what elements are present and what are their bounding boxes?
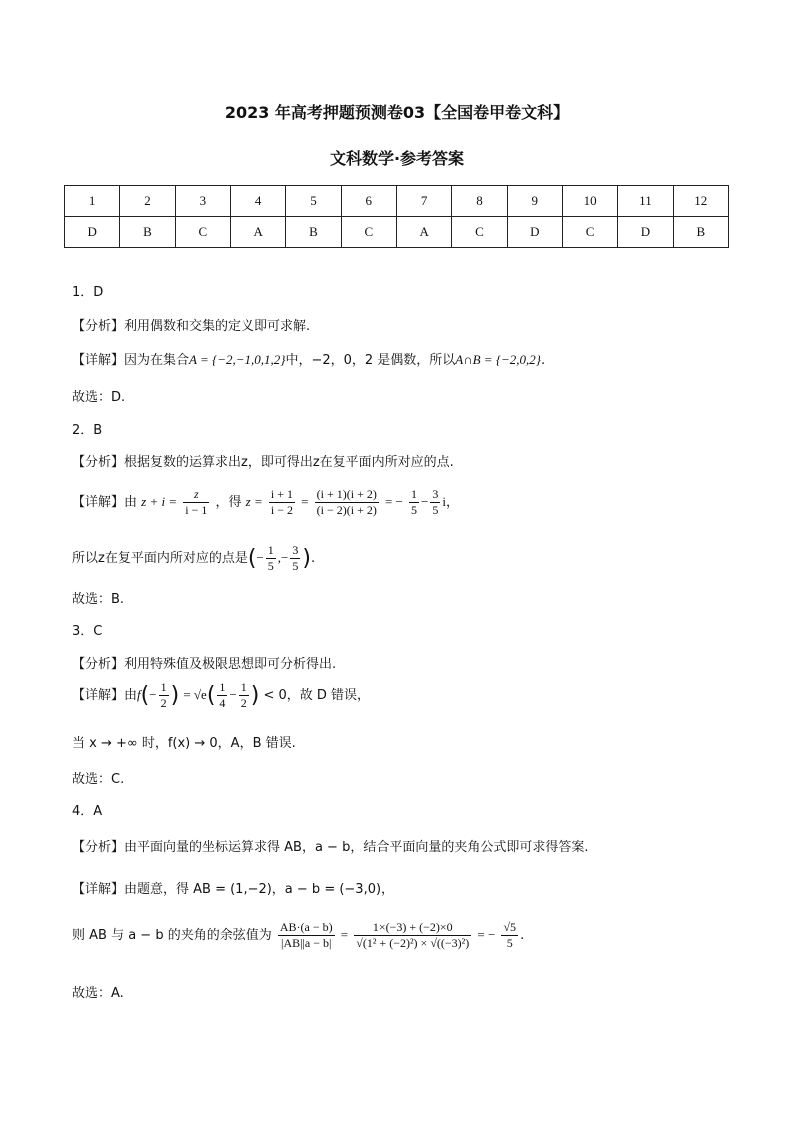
- denominator: 5: [267, 559, 274, 573]
- q2-eq4: = −: [384, 494, 403, 509]
- answer-cell: C: [452, 217, 507, 248]
- question-number: 3: [175, 186, 230, 217]
- question-number: 12: [673, 186, 728, 217]
- q1-heading: 1．D: [72, 285, 104, 300]
- q4-c2-fraction: [354, 920, 471, 951]
- denominator: i − 2: [270, 503, 294, 517]
- denominator: |AB||a − b|: [281, 936, 332, 950]
- answer-cell: C: [341, 217, 396, 248]
- numerator: (i + 1)(i + 2): [316, 487, 377, 501]
- q3-limit: 当 x → +∞ 时，f(x) → 0，A，B 错误.: [72, 736, 296, 751]
- q3-r-fraction: [239, 680, 249, 711]
- numerator: 1: [240, 680, 247, 694]
- q4-cosine: 则 AB 与 a − b 的夹角的余弦值为 $\frac{AB\cdot(a - b)}{|AB||a - b|}$ = $\frac{1\times(-3) + (-2)\times 0}{\text{√(1² + (−2)²) × √((−3)²)}}$ = − $\frac{√5}{5}$ .: [72, 920, 525, 950]
- q3-detail-prefix: 【详解】由: [72, 688, 138, 703]
- question-number: 1: [65, 186, 120, 217]
- numerator: 1×(−3) + (−2)×0: [354, 920, 471, 936]
- numerator: 1: [219, 680, 226, 694]
- question-number: 7: [396, 186, 451, 217]
- q3-eq-mid: = √e: [183, 687, 207, 702]
- q2-detail-mid: ，得: [215, 495, 242, 510]
- answer-table: [64, 185, 729, 248]
- page-subtitle: 文科数学·参考答案: [329, 149, 465, 168]
- q3-heading: 3．C: [72, 624, 103, 639]
- question-number: 10: [562, 186, 617, 217]
- q1-detail-prefix: 【详解】因为在集合: [72, 353, 190, 368]
- denominator: √(1² + (−2)²) × √((−3)²): [356, 936, 470, 950]
- denominator: 2: [240, 696, 247, 710]
- answer-cell: D: [65, 217, 120, 248]
- answer-row: [65, 217, 729, 248]
- q2-eq3-fraction: [315, 487, 379, 518]
- q4-conclusion: 故选：A.: [72, 986, 124, 1001]
- q1-detail: [72, 349, 545, 368]
- q2-conclusion: 故选：B.: [72, 592, 125, 607]
- answer-cell: D: [618, 217, 673, 248]
- q2-f2-fraction: [430, 487, 440, 518]
- q3-analysis: 【分析】利用特殊值及极限思想即可分析得出.: [72, 657, 337, 672]
- numerator: i + 1: [270, 487, 294, 501]
- denominator: 5: [506, 936, 513, 950]
- question-number: 9: [507, 186, 562, 217]
- answer-cell: C: [175, 217, 230, 248]
- q4-heading: 4．A: [72, 804, 103, 819]
- q1-set-a: A = {−2,−1,0,1,2}: [189, 352, 286, 367]
- q2-point-end: .: [310, 551, 316, 566]
- q2-eq2-fraction: [269, 487, 295, 518]
- numerator: 1: [160, 680, 167, 694]
- q4-c3-fraction: [501, 920, 518, 951]
- q2-detail-prefix: 【详解】由: [72, 495, 138, 510]
- q2-tail: ，: [446, 495, 460, 510]
- answer-cell: A: [396, 217, 451, 248]
- q2-point-prefix: 所以z在复平面内所对应的点是: [72, 551, 248, 566]
- q2-eq1-fraction: [183, 487, 209, 518]
- q1-analysis: 【分析】利用偶数和交集的定义即可求解.: [72, 319, 311, 334]
- q3-detail: 【详解】由f(− $\frac{1}{2}$ ) = √e( $\frac{1}{4}$ − $\frac{1}{2}$ ) < 0，故 D 错误，: [72, 680, 371, 710]
- q4-detail: 【详解】由题意，得 AB = (1,−2)，a − b = (−3,0)，: [72, 882, 395, 897]
- q2-p1-fraction: [266, 543, 276, 574]
- answer-cell: D: [507, 217, 562, 248]
- numerator: AB·(a − b): [279, 920, 333, 934]
- denominator: 2: [160, 696, 167, 710]
- q4-analysis: 【分析】由平面向量的坐标运算求得 AB，a − b，结合平面向量的夹角公式即可求得答案.: [72, 840, 589, 855]
- q2-imag: i: [442, 494, 446, 509]
- question-number: 4: [230, 186, 285, 217]
- q4-c1-fraction: [278, 920, 335, 951]
- answer-cell: B: [673, 217, 728, 248]
- question-number: 8: [452, 186, 507, 217]
- q2-eq1-left: z + i =: [141, 494, 178, 509]
- q4-cos-prefix: 则 AB 与 a − b 的夹角的余弦值为: [72, 928, 272, 943]
- q2-p2-fraction: [290, 543, 300, 574]
- q3-detail-end: < 0，故 D 错误，: [263, 688, 371, 703]
- q2-analysis: 【分析】根据复数的运算求出z，即可得出z在复平面内所对应的点.: [72, 455, 454, 470]
- denominator: 5: [411, 503, 418, 517]
- question-number-row: [65, 186, 729, 217]
- question-number: 5: [286, 186, 341, 217]
- numerator: 1: [267, 543, 274, 557]
- question-number: 6: [341, 186, 396, 217]
- numerator: 3: [292, 543, 299, 557]
- numerator: z: [183, 487, 209, 503]
- answer-cell: B: [286, 217, 341, 248]
- q1-set-result: A∩B = {−2,0,2}: [455, 352, 541, 367]
- q2-eq2-left: z =: [245, 494, 263, 509]
- q2-f1-fraction: [409, 487, 419, 518]
- q2-heading: 2．B: [72, 423, 103, 438]
- numerator: 3: [432, 487, 439, 501]
- q4-end: .: [520, 928, 525, 943]
- answer-cell: A: [230, 217, 285, 248]
- denominator: 5: [432, 503, 439, 517]
- answer-cell: B: [120, 217, 175, 248]
- denominator: 4: [219, 696, 226, 710]
- question-number: 11: [618, 186, 673, 217]
- q3-f: f: [137, 687, 141, 702]
- denominator: 5: [292, 559, 299, 573]
- q2-point: 所以z在复平面内所对应的点是(− $\frac{1}{5}$ ,− $\frac{3}{5}$ ).: [72, 543, 316, 573]
- question-number: 2: [120, 186, 175, 217]
- page-title: 2023 年高考押题预测卷03【全国卷甲卷文科】: [224, 103, 570, 122]
- q2-detail: 【详解】由 z + i = $\frac{z}{i - 1}$ ，得 z = $\frac{i + 1}{i - 2}$ = $\frac{(i + 1)(i + 2)}{(i - 2)(i + 2)}$ = − $\frac{1}{5}$ − $\frac{3}{5}$ i，: [72, 487, 460, 517]
- numerator: √5: [503, 920, 517, 934]
- q3-h-fraction: [159, 680, 169, 711]
- answer-cell: C: [562, 217, 617, 248]
- q1-detail-end: .: [541, 353, 546, 368]
- denominator: (i − 2)(i + 2): [316, 503, 377, 517]
- q3-conclusion: 故选：C.: [72, 772, 125, 787]
- q1-detail-mid: 中，−2，0，2 是偶数，所以: [285, 353, 456, 368]
- numerator: 1: [411, 487, 418, 501]
- denominator: i − 1: [185, 503, 208, 517]
- q3-q-fraction: [217, 680, 227, 711]
- q1-conclusion: 故选：D.: [72, 390, 126, 405]
